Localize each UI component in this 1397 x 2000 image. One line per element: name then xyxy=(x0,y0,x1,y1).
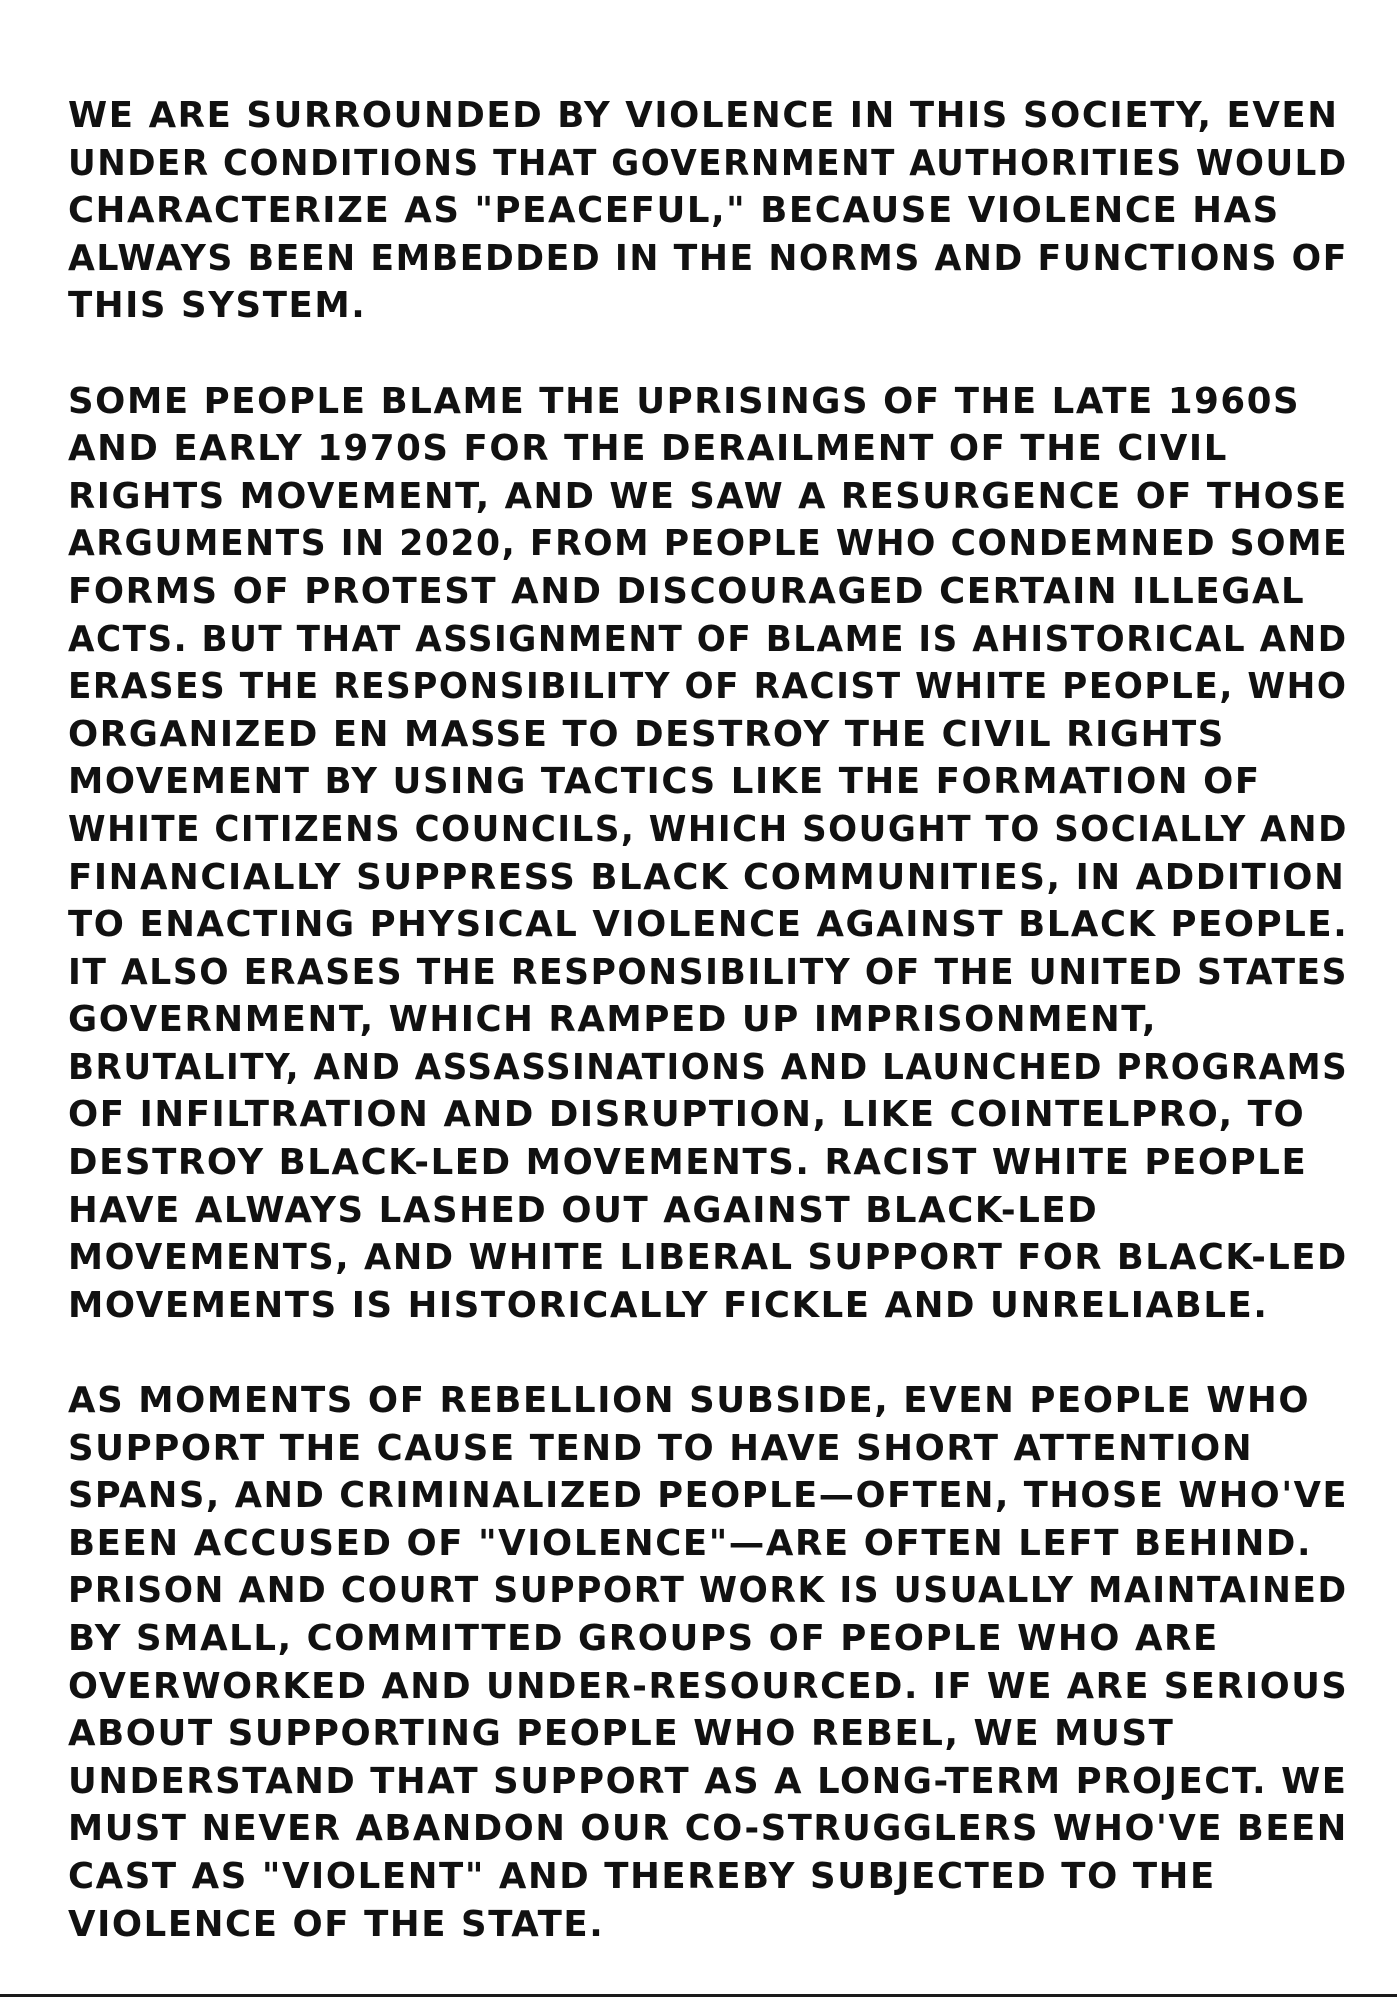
body-text xyxy=(68,92,1348,1948)
paragraph-1 xyxy=(68,92,1348,330)
text-line: ERASES THE RESPONSIBILITY OF RACIST WHITE PEOPLE, WHO xyxy=(68,666,1348,708)
text-line: ARGUMENTS IN 2020, FROM PEOPLE WHO CONDEMNED SOME xyxy=(68,523,1349,565)
text-line: OVERWORKED AND UNDER-RESOURCED. IF WE ARE SERIOUS xyxy=(68,1665,1349,1707)
text-line: IT ALSO ERASES THE RESPONSIBILITY OF THE UNITED STATES xyxy=(68,951,1349,993)
text-line: WE ARE SURROUNDED BY VIOLENCE IN THIS SOCIETY, EVEN xyxy=(68,95,1339,136)
text-line: AND EARLY 1970S FOR THE DERAILMENT OF THE CIVIL xyxy=(68,428,1228,470)
text-line: WHITE CITIZENS COUNCILS, WHICH SOUGHT TO SOCIALLY AND xyxy=(68,808,1348,850)
text-line: GOVERNMENT, WHICH RAMPED UP IMPRISONMENT, xyxy=(68,999,1158,1041)
text-line: PRISON AND COURT SUPPORT WORK IS USUALLY MAINTAINED xyxy=(68,1570,1348,1612)
text-line: SUPPORT THE CAUSE TEND TO HAVE SHORT ATTENTION xyxy=(68,1427,1254,1469)
text-line: OF INFILTRATION AND DISRUPTION, LIKE COINTELPRO, TO xyxy=(68,1094,1306,1136)
text-line: ORGANIZED EN MASSE TO DESTROY THE CIVIL RIGHTS xyxy=(68,713,1225,755)
text-line: BRUTALITY, AND ASSASSINATIONS AND LAUNCHED PROGRAMS xyxy=(68,1046,1349,1088)
text-line: BY SMALL, COMMITTED GROUPS OF PEOPLE WHO ARE xyxy=(68,1618,1219,1659)
text-line: MUST NEVER ABANDON OUR CO-STRUGGLERS WHO'VE BEEN xyxy=(68,1808,1348,1850)
text-line: CAST AS "VIOLENT" AND THEREBY SUBJECTED TO THE xyxy=(68,1855,1216,1897)
paragraph-2 xyxy=(68,378,1348,1330)
text-line: UNDER CONDITIONS THAT GOVERNMENT AUTHORITIES WOULD xyxy=(68,142,1348,184)
text-line: ABOUT SUPPORTING PEOPLE WHO REBEL, WE MUST xyxy=(68,1713,1175,1755)
text-line: RIGHTS MOVEMENT, AND WE SAW A RESURGENCE OF THOSE xyxy=(68,475,1348,517)
text-line: UNDERSTAND THAT SUPPORT AS A LONG-TERM PROJECT. WE xyxy=(68,1760,1348,1802)
text-line: HAVE ALWAYS LASHED OUT AGAINST BLACK-LED xyxy=(68,1189,1099,1231)
text-line: THIS SYSTEM. xyxy=(68,285,367,327)
text-line: ACTS. BUT THAT ASSIGNMENT OF BLAME IS AHISTORICAL AND xyxy=(68,618,1348,660)
text-line: VIOLENCE OF THE STATE. xyxy=(68,1903,605,1945)
text-line: ALWAYS BEEN EMBEDDED IN THE NORMS AND FUNCTIONS OF xyxy=(68,237,1348,279)
text-line: MOVEMENTS IS HISTORICALLY FICKLE AND UNRELIABLE. xyxy=(68,1284,1269,1326)
text-line: TO ENACTING PHYSICAL VIOLENCE AGAINST BLACK PEOPLE. xyxy=(68,904,1349,946)
text-line: FINANCIALLY SUPPRESS BLACK COMMUNITIES, IN ADDITION xyxy=(68,856,1346,898)
text-line: DESTROY BLACK-LED MOVEMENTS. RACIST WHITE PEOPLE xyxy=(68,1142,1308,1184)
paragraph-3 xyxy=(68,1377,1348,1948)
text-line: SOME PEOPLE BLAME THE UPRISINGS OF THE LATE 1960S xyxy=(68,380,1301,422)
text-line: MOVEMENT BY USING TACTICS LIKE THE FORMATION OF xyxy=(68,761,1261,803)
text-line: MOVEMENTS, AND WHITE LIBERAL SUPPORT FOR BLACK-LED xyxy=(68,1237,1348,1279)
text-line: BEEN ACCUSED OF "VIOLENCE"—ARE OFTEN LEFT BEHIND. xyxy=(68,1522,1313,1564)
text-line: AS MOMENTS OF REBELLION SUBSIDE, EVEN PEOPLE WHO xyxy=(68,1380,1311,1422)
bottom-border xyxy=(0,1994,1397,1997)
text-line: CHARACTERIZE AS "PEACEFUL," BECAUSE VIOLENCE HAS xyxy=(68,190,1280,232)
text-line: SPANS, AND CRIMINALIZED PEOPLE—OFTEN, THOSE WHO'VE xyxy=(68,1475,1349,1517)
text-line: FORMS OF PROTEST AND DISCOURAGED CERTAIN ILLEGAL xyxy=(68,570,1306,612)
